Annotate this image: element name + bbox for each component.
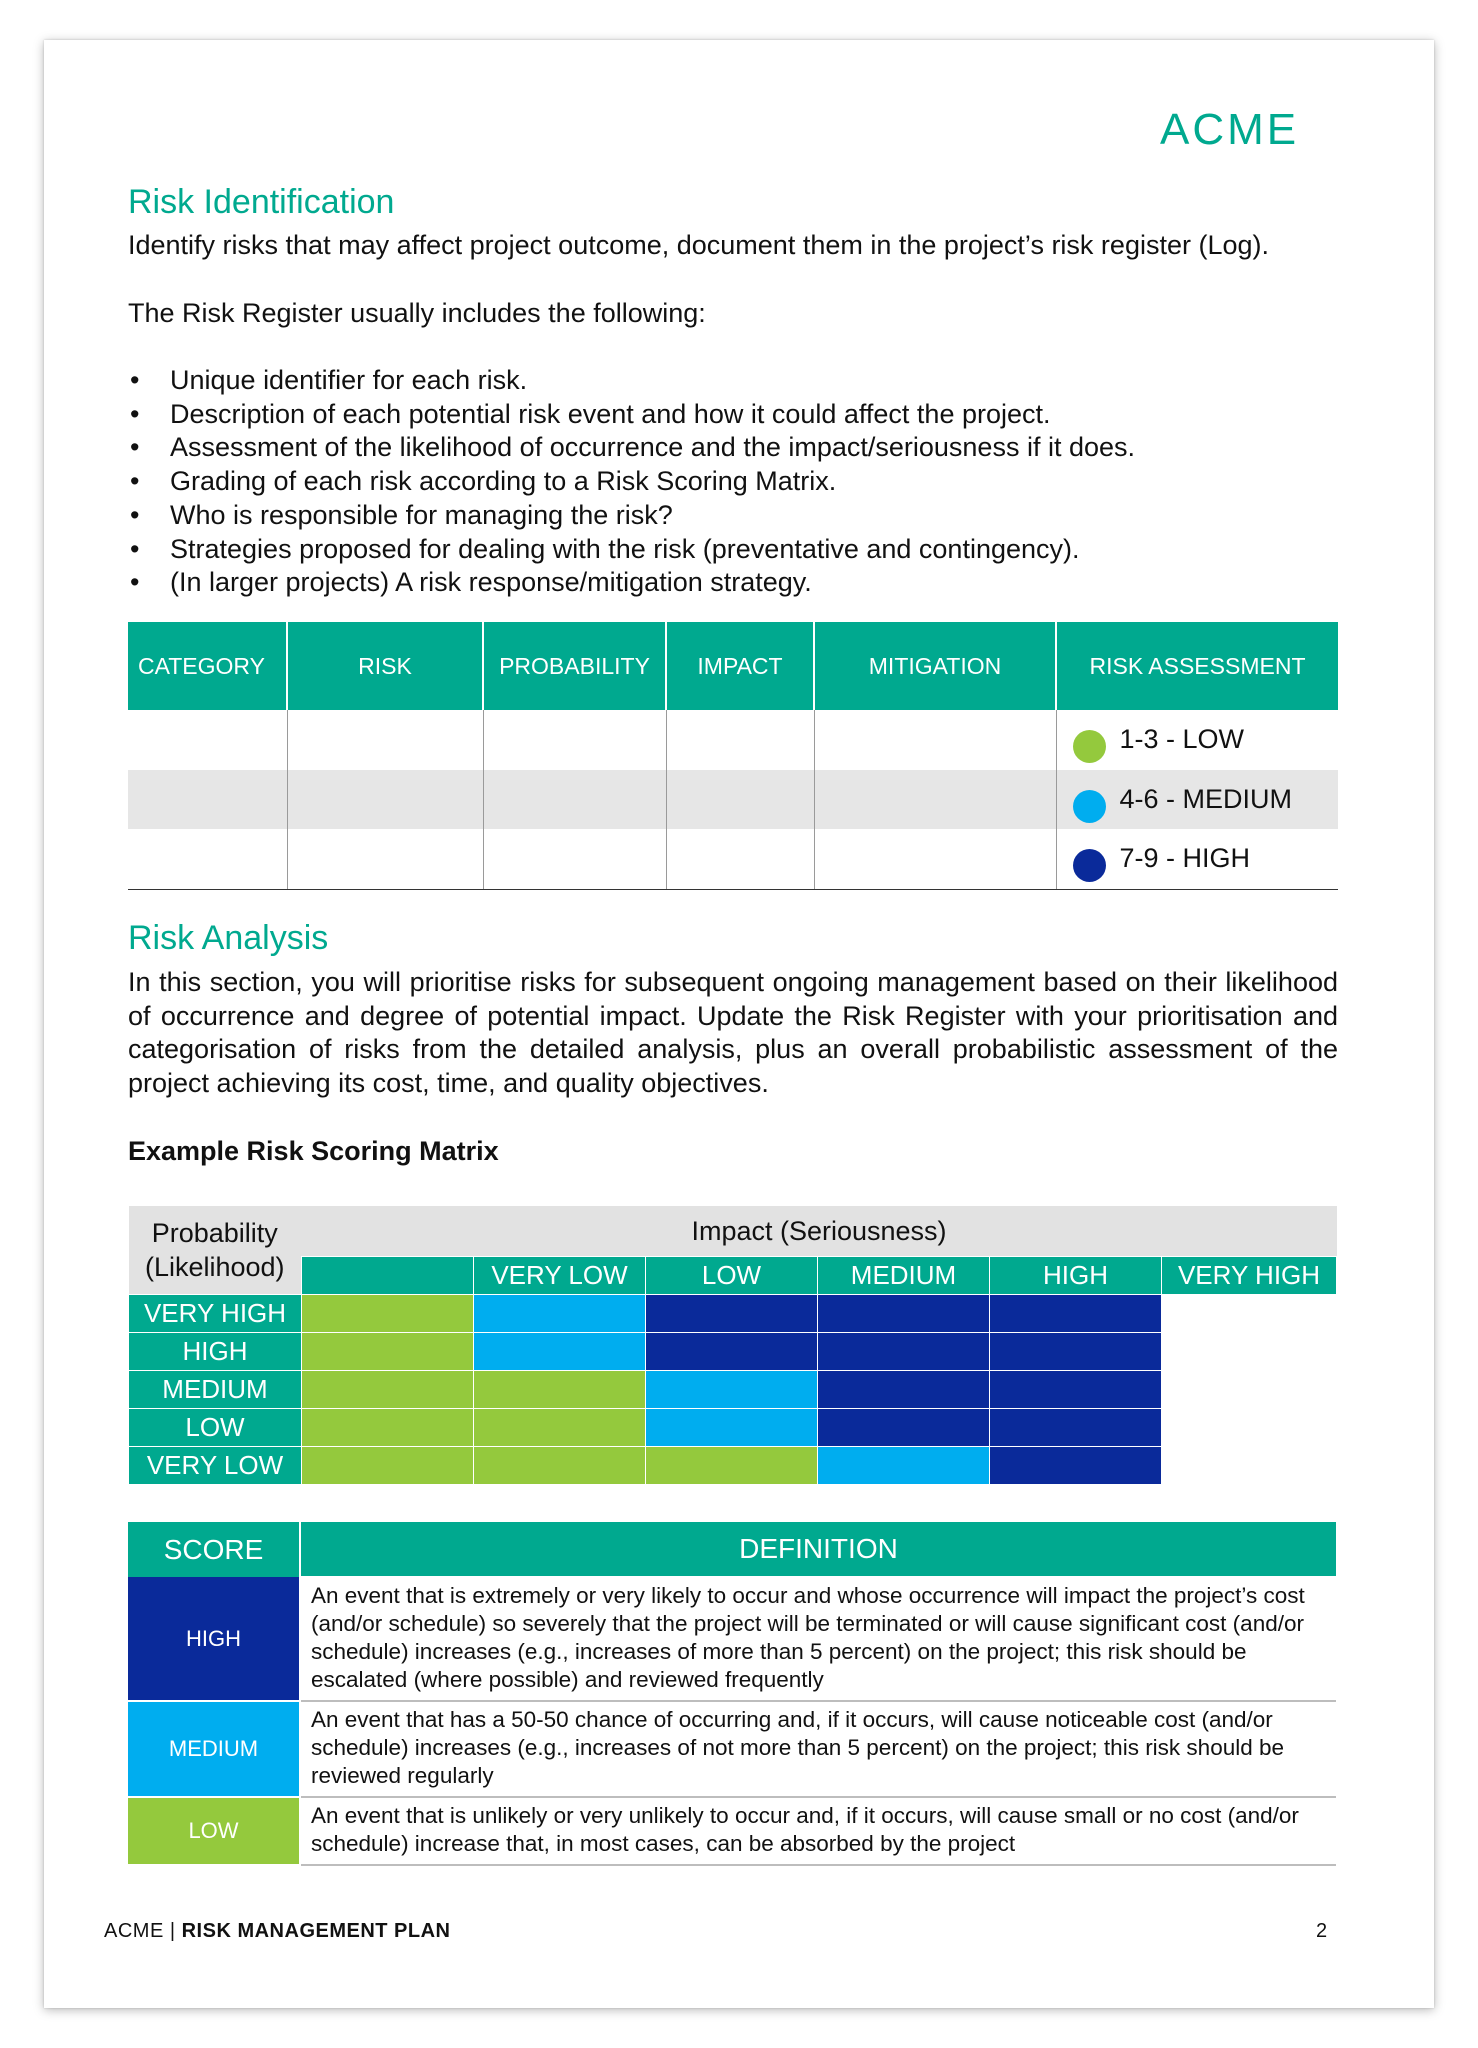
probability-row-label: HIGH [129, 1333, 302, 1371]
risk-identification-heading: Risk Identification [128, 183, 395, 221]
register-contents-list [128, 364, 1348, 600]
matrix-cell-medium [646, 1409, 818, 1447]
matrix-cell-medium [818, 1447, 990, 1485]
probability-row-label: VERY LOW [129, 1447, 302, 1485]
page-number: 2 [1316, 1920, 1328, 1942]
assessment-low: 1-3 - LOW [1057, 716, 1339, 763]
matrix-cell-low [302, 1409, 474, 1447]
matrix-row [129, 1371, 1337, 1409]
impact-col-medium: MEDIUM [818, 1257, 990, 1295]
matrix-row [129, 1409, 1337, 1447]
header-definition: DEFINITION [300, 1522, 1336, 1577]
header-risk: RISK [287, 622, 483, 710]
impact-col-low: LOW [646, 1257, 818, 1295]
matrix-cell-low [474, 1371, 646, 1409]
header-mitigation: MITIGATION [814, 622, 1056, 710]
header-category: CATEGORY [128, 622, 287, 710]
matrix-row [129, 1447, 1337, 1485]
matrix-cell-high [646, 1333, 818, 1371]
matrix-cell-high [818, 1333, 990, 1371]
matrix-row [129, 1295, 1337, 1333]
matrix-cell-high [818, 1295, 990, 1333]
score-definitions-table [128, 1522, 1336, 1866]
matrix-cell-high [990, 1371, 1162, 1409]
light-blue-circle-icon [1073, 790, 1106, 823]
table-row [128, 1797, 1336, 1865]
score-low: LOW [128, 1797, 300, 1865]
matrix-cell-low [302, 1371, 474, 1409]
matrix-cell-low [646, 1447, 818, 1485]
definition-high: An event that is extremely or very likely to occur and whose occurrence will impact the project’s cost (and/or schedule) so severely that the project will be terminated or will cause significant cost (and/or schedule) increases (e.g., increases of more than 5 percent) on the project; this risk should be escalated (where possible) and reviewed frequently [300, 1577, 1336, 1701]
matrix-cell-medium [474, 1333, 646, 1371]
header-risk-assessment: RISK ASSESSMENT [1056, 622, 1338, 710]
matrix-cell-high [990, 1295, 1162, 1333]
table-row [128, 1701, 1336, 1797]
matrix-cell-high [990, 1333, 1162, 1371]
risk-register-table [128, 622, 1338, 890]
definition-medium: An event that has a 50-50 chance of occurring and, if it occurs, will cause noticeable cost (and/or schedule) increases (e.g., increases of not more than 5 percent) on the project; this risk should be reviewed regularly [300, 1701, 1336, 1797]
matrix-cell-high [818, 1371, 990, 1409]
dark-blue-circle-icon [1073, 849, 1106, 882]
list-item: • Grading of each risk according to a Risk Scoring Matrix. [130, 466, 837, 497]
list-item: • Description of each potential risk event and how it could affect the project. [130, 398, 1051, 429]
matrix-cell-medium [474, 1295, 646, 1333]
impact-col-very-low: VERY LOW [474, 1257, 646, 1295]
score-high: HIGH [128, 1577, 300, 1701]
matrix-cell-high [990, 1409, 1162, 1447]
table-row [128, 770, 1338, 830]
analysis-body: In this section, you will prioritise risks for subsequent ongoing management based on their likelihood of occurrence and degree of potential impact. Update the Risk Register with your prioritisation and categorisation of risks from the detailed analysis, plus an overall probabilistic assessment of the project achieving its cost, time, and quality objectives. [128, 967, 1338, 1098]
probability-row-label: VERY HIGH [129, 1295, 302, 1333]
matrix-cell-low [474, 1447, 646, 1485]
matrix-row [129, 1333, 1337, 1371]
table-row [128, 1577, 1336, 1701]
table-row [128, 710, 1338, 770]
identification-lead: The Risk Register usually includes the following: [128, 298, 706, 328]
header-score: SCORE [128, 1522, 300, 1577]
impact-axis-label: Impact (Seriousness) [302, 1206, 1337, 1257]
matrix-cell-high [818, 1409, 990, 1447]
impact-col-very-high: VERY HIGH [1162, 1257, 1337, 1295]
list-item: • Unique identifier for each risk. [130, 365, 528, 395]
probability-row-label: LOW [129, 1409, 302, 1447]
matrix-title: Example Risk Scoring Matrix [128, 1136, 499, 1166]
matrix-cell-high [646, 1295, 818, 1333]
risk-analysis-heading: Risk Analysis [128, 919, 329, 957]
probability-axis-label: Probability (Likelihood) [129, 1206, 302, 1295]
impact-col-high: HIGH [990, 1257, 1162, 1295]
definition-low: An event that is unlikely or very unlikely to occur and, if it occurs, will cause small or no cost (and/or schedule) increase that, in most cases, can be absorbed by the project [300, 1797, 1336, 1865]
matrix-cell-low [474, 1409, 646, 1447]
list-item: • (In larger projects) A risk response/mitigation strategy. [130, 567, 812, 598]
matrix-cell-medium [646, 1371, 818, 1409]
matrix-cell-high [990, 1447, 1162, 1485]
assessment-high: 7-9 - HIGH [1057, 835, 1339, 882]
header-impact: IMPACT [666, 622, 814, 710]
footer-title: ACME | RISK MANAGEMENT PLAN [104, 1920, 451, 1942]
matrix-cell-low [302, 1295, 474, 1333]
green-circle-icon [1073, 730, 1106, 763]
score-medium: MEDIUM [128, 1701, 300, 1797]
list-item: • Assessment of the likelihood of occurrence and the impact/seriousness if it does. [130, 432, 1135, 463]
list-item: • Strategies proposed for dealing with the risk (preventative and contingency). [130, 533, 1080, 564]
header-probability: PROBABILITY [483, 622, 666, 710]
assessment-medium: 4-6 - MEDIUM [1057, 776, 1339, 823]
table-row [128, 829, 1338, 889]
identification-intro: Identify risks that may affect project outcome, document them in the project’s risk register (Log). [128, 230, 1270, 260]
matrix-cell-low [302, 1447, 474, 1485]
matrix-cell-low [302, 1333, 474, 1371]
risk-scoring-matrix [128, 1206, 1337, 1485]
acme-logo: ACME [1160, 105, 1300, 154]
list-item: • Who is responsible for managing the risk? [130, 499, 673, 530]
probability-row-label: MEDIUM [129, 1371, 302, 1409]
